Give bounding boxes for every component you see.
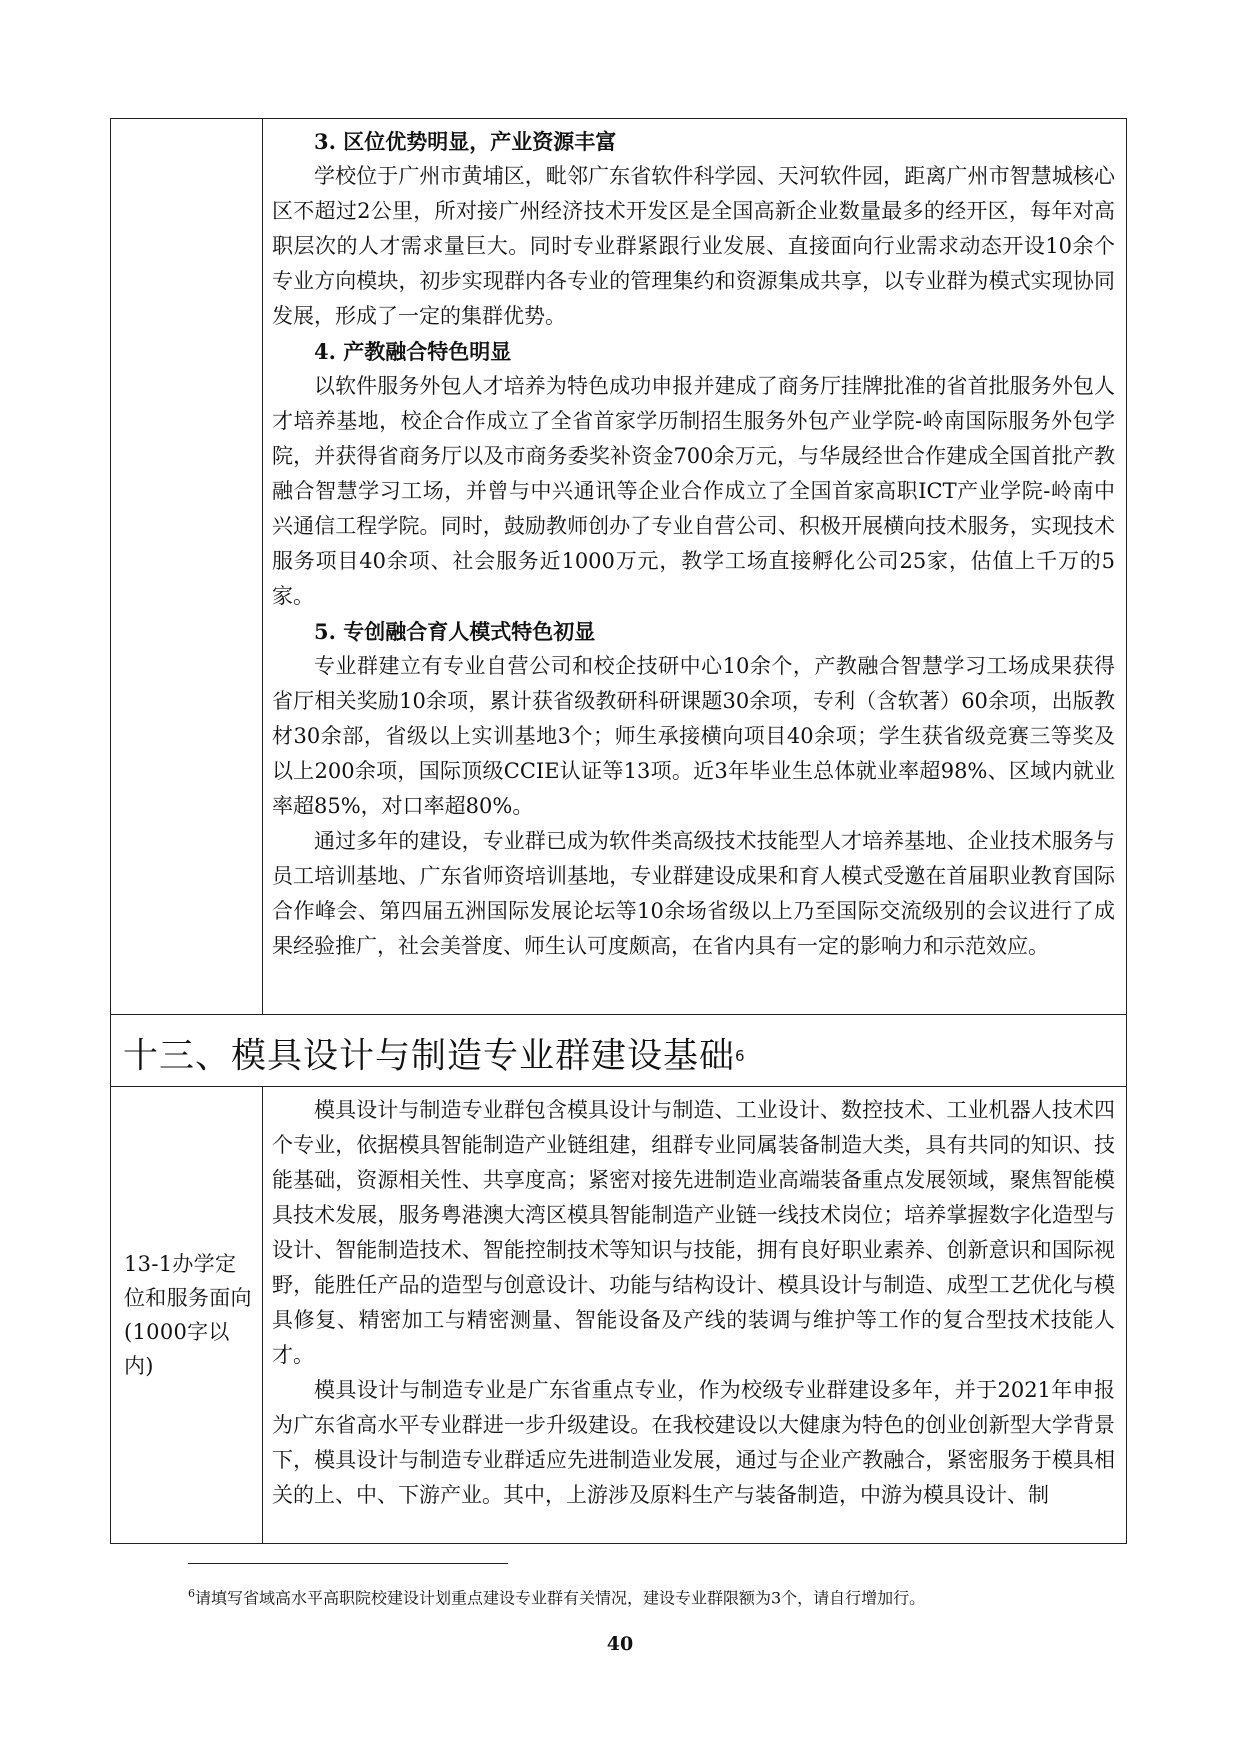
footnote-mark: 6 xyxy=(188,1587,195,1600)
section-footnote-mark: 6 xyxy=(735,1047,746,1065)
heading-location-advantage: 3. 区位优势明显，产业资源丰富 xyxy=(314,129,617,154)
paragraph-summary: 通过多年的建设，专业群已成为软件类高级技术技能型人才培养基地、企业技术服务与员工培训基地、广东省师资培训基地，专业群建设成果和育人模式受邀在首届职业教育国际合作峰会、第四届五洲国际发展论坛等10余场省级以上乃至国际交流级别的会议进行了成果经验推广，社会美誉度、师生认可度颇高，在省内具有一定的影响力和示范效应。 xyxy=(272,829,1115,958)
column-divider-top xyxy=(262,118,263,1014)
row-label xyxy=(112,1247,260,1387)
paragraph-industry-education: 以软件服务外包人才培养为特色成功申报并建成了商务厅挂牌批准的省首批服务外包人才培养基地，校企合作成立了全省首家学历制招生服务外包产业学院-岭南国际服务外包学院，并获得省商务厅以及市商务委奖补资金700余万元，与华晟经世合作建成全国首批产教融合智慧学习工场，并曾与中兴通讯等企业合作成立了全国首家高职ICT产业学院-岭南中兴通信工程学院。同时，鼓励教师创办了专业自营公司、积极开展横向技术服务，实现技术服务项目40余项、社会服务近1000万元，教学工场直接孵化公司25家，估值上千万的5家。 xyxy=(272,374,1115,608)
paragraph-positioning: 模具设计与制造专业群包含模具设计与制造、工业设计、数控技术、工业机器人技术四个专业，依据模具智能制造产业链组建，组群专业同属装备制造大类，具有共同的知识、技能基础，资源相关性、共享度高；紧密对接先进制造业高端装备重点发展领域，聚焦智能模具技术发展，服务粤港澳大湾区模具智能制造产业链一线技术岗位；培养掌握数字化造型与设计、智能制造技术、智能控制技术等知识与技能，拥有良好职业素养、创新意识和国际视野，能胜任产品的造型与创意设计、功能与结构设计、模具设计与制造、成型工艺优化与模具修复、精密加工与精密测量、智能设备及产线的装调与维护等工作的复合型技术技能人才。 xyxy=(272,1098,1115,1367)
paragraph-location: 学校位于广州市黄埔区，毗邻广东省软件科学园、天河软件园，距离广州市智慧城核心区不超过2公里，所对接广州经济技术开发区是全国高新企业数量最多的经开区，每年对高职层次的人才需求量巨大。同时专业群紧跟行业发展、直接面向行业需求动态开设10余个专业方向模块，初步实现群内各专业的管理集约和资源集成共享，以专业群为模式实现协同发展，形成了一定的集群优势。 xyxy=(272,164,1115,328)
section-title-row xyxy=(111,1030,1121,1077)
heading-industry-education: 4. 产教融合特色明显 xyxy=(314,339,512,364)
section-top-rule xyxy=(110,1014,1127,1015)
section-title: 十三、模具设计与制造专业群建设基础 xyxy=(123,1036,736,1077)
footnote-text: 请填写省域高水平高职院校建设计划重点建设专业群有关情况，建设专业群限额为3个，请自行增加行。 xyxy=(195,1588,926,1608)
paragraph-innovation-education: 专业群建立有专业自营公司和校企技研中心10余个，产教融合智慧学习工场成果获得省厅相关奖励10余项，累计获省级教研科研课题30余项，专利（含软著）60余项，出版教材30余部，省级以上实训基地3个；师生承接横向项目40余项；学生获省级竞赛三等奖及以上200余项，国际顶级CCIE认证等13项。近3年毕业生总体就业率超98%、区域内就业率超85%，对口率超80%。 xyxy=(272,654,1115,818)
footnote-rule xyxy=(188,1563,508,1564)
bottom-block-content xyxy=(272,1093,1115,1543)
top-block-content xyxy=(272,124,1115,1009)
footnote xyxy=(188,1582,925,1610)
heading-innovation-education: 5. 专创融合育人模式特色初显 xyxy=(314,619,596,644)
page-number: 40 xyxy=(606,1633,634,1655)
paragraph-background: 模具设计与制造专业是广东省重点专业，作为校级专业群建设多年，并于2021年申报为广东省高水平专业群进一步升级建设。在我校建设以大健康为特色的创业创新型大学背景下，模具设计与制造专业群适应先进制造业发展，通过与企业产教融合，紧密服务于模具相关的上、中、下游产业。其中，上游涉及原料生产与装备制造，中游为模具设计、制 xyxy=(272,1378,1115,1507)
row-label-text: 13-1办学定位和服务面向(1000字以内) xyxy=(124,1252,252,1378)
column-divider-bottom xyxy=(262,1086,263,1544)
